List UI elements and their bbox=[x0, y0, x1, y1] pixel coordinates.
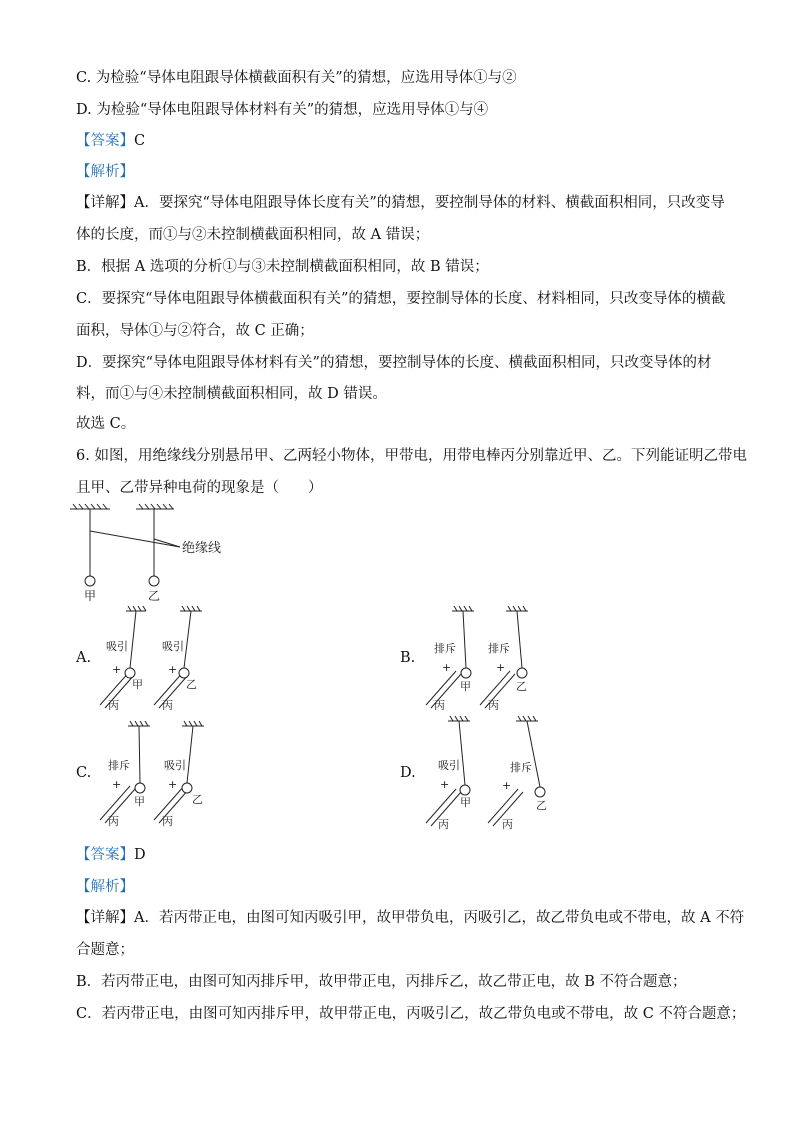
ball-jia bbox=[135, 783, 145, 793]
plus-sign: + bbox=[112, 778, 122, 791]
attract-label: 吸引 bbox=[438, 759, 460, 772]
option-d-figure bbox=[418, 715, 568, 835]
jia-label: 甲 bbox=[132, 678, 143, 691]
yi-label: 乙 bbox=[186, 678, 197, 691]
detail-1-line-4: C．要探究“导体电阻跟导体横截面积有关”的猜想，要控制导体的长度、材料相同，只改变导体的横截 bbox=[76, 291, 726, 307]
plus-sign: + bbox=[168, 778, 178, 791]
ball-yi bbox=[517, 668, 527, 678]
answer-tag: 【答案】 bbox=[76, 847, 134, 863]
detail-tag: 【详解】 bbox=[76, 910, 134, 926]
detail-2-line-4: C．若丙带正电，由图可知丙排斥甲，故甲带正电，丙吸引乙，故乙带负电或不带电，故 C 不符合题意； bbox=[76, 1006, 746, 1022]
question-6-line-1: 6. 如图，用绝缘线分别悬吊甲、乙两轻小物体，甲带电，用带电棒丙分别靠近甲、乙。下列能证明乙带电 bbox=[76, 448, 747, 464]
repel-label-2: 排斥 bbox=[488, 642, 510, 655]
ball-jia bbox=[85, 576, 95, 586]
plus-sign: + bbox=[496, 661, 506, 674]
yi-label: 乙 bbox=[536, 799, 547, 812]
ball-jia bbox=[125, 668, 135, 678]
yi-label: 乙 bbox=[148, 589, 161, 603]
detail-text: A．若丙带正电，由图可知丙吸引甲，故甲带负电，丙吸引乙，故乙带负电或不带电，故 A 不符 bbox=[134, 910, 745, 926]
attract-label-1: 吸引 bbox=[106, 640, 128, 653]
detail-1-line-2: 体的长度，而①与②未控制横截面积相同，故 A 错误； bbox=[76, 227, 430, 243]
answer-tag: 【答案】 bbox=[76, 133, 134, 149]
jia-label: 甲 bbox=[134, 795, 145, 808]
detail-2-line-3: B．若丙带正电，由图可知丙排斥甲，故甲带正电，丙排斥乙，故乙带正电，故 B 不符合题意； bbox=[76, 974, 687, 990]
ball-yi bbox=[149, 576, 159, 586]
plus-sign: + bbox=[502, 779, 512, 792]
detail-1-line-3: B．根据 A 选项的分析①与③未控制横截面积相同，故 B 错误； bbox=[76, 259, 489, 275]
plus-sign: + bbox=[440, 778, 450, 791]
detail-1-line-5: 面积，导体①与②符合，故 C 正确； bbox=[76, 323, 314, 339]
question-6-line-2: 且甲、乙带异种电荷的现象是（ ） bbox=[76, 480, 323, 496]
plus-sign: + bbox=[168, 663, 178, 676]
option-d-text: D. 为检验“导体电阻跟导体材料有关”的猜想，应选用导体①与④ bbox=[76, 102, 489, 118]
ceiling-hatch-left bbox=[73, 504, 107, 509]
ball-yi bbox=[535, 787, 545, 797]
detail-2-line-1 bbox=[76, 908, 744, 928]
bing-label: 丙 bbox=[434, 699, 445, 710]
answer-2 bbox=[76, 845, 146, 865]
bing-label: 丙 bbox=[162, 815, 173, 828]
detail-1-line-1 bbox=[76, 193, 725, 213]
bing-label: 丙 bbox=[162, 699, 173, 710]
answer-value: D bbox=[134, 847, 146, 863]
repel-label: 排斥 bbox=[108, 759, 130, 772]
ball-yi bbox=[182, 783, 192, 793]
option-c-label: C. bbox=[76, 765, 92, 781]
option-c-figure bbox=[92, 720, 242, 830]
detail-1-line-6: D．要探究“导体电阻跟导体材料有关”的猜想，要控制导体的长度、横截面积相同，只改变导体的材 bbox=[76, 355, 712, 371]
ball-jia bbox=[460, 785, 470, 795]
detail-text: A．要探究“导体电阻跟导体长度有关”的猜想，要控制导体的材料、横截面积相同，只改变导 bbox=[134, 195, 725, 211]
jia-label: 甲 bbox=[460, 796, 471, 809]
option-b-figure bbox=[418, 605, 568, 710]
analysis-tag-1: 【解析】 bbox=[76, 164, 134, 180]
bing-label: 丙 bbox=[502, 818, 513, 831]
option-b-label: B. bbox=[400, 650, 416, 666]
option-a-figure bbox=[92, 605, 242, 710]
detail-tag: 【详解】 bbox=[76, 195, 134, 211]
jia-label: 甲 bbox=[84, 589, 97, 603]
insulator-label: 绝缘线 bbox=[182, 541, 222, 556]
ball-jia bbox=[461, 668, 471, 678]
detail-1-line-8: 故选 C。 bbox=[76, 416, 136, 432]
analysis-tag-2: 【解析】 bbox=[76, 879, 134, 895]
ceiling-hatch-right bbox=[139, 504, 173, 509]
attract-label: 吸引 bbox=[164, 759, 186, 772]
jia-label: 甲 bbox=[460, 680, 471, 693]
bing-label: 丙 bbox=[108, 699, 119, 710]
repel-label: 排斥 bbox=[510, 761, 532, 774]
bing-label: 丙 bbox=[438, 818, 449, 831]
attract-label-2: 吸引 bbox=[162, 640, 184, 653]
plus-sign: + bbox=[442, 661, 452, 674]
answer-1 bbox=[76, 131, 145, 151]
detail-2-line-2: 合题意； bbox=[76, 942, 134, 958]
repel-label-1: 排斥 bbox=[434, 642, 456, 655]
detail-1-line-7: 料，而①与④未控制横截面积相同，故 D 错误。 bbox=[76, 386, 387, 402]
answer-value: C bbox=[134, 133, 146, 149]
ball-yi bbox=[179, 668, 189, 678]
yi-label: 乙 bbox=[192, 793, 203, 806]
option-a-label: A. bbox=[76, 650, 92, 666]
bing-label: 丙 bbox=[488, 699, 499, 710]
option-c-text: C. 为检验“导体电阻跟导体横截面积有关”的猜想，应选用导体①与② bbox=[76, 70, 517, 86]
bing-label: 丙 bbox=[108, 815, 119, 828]
yi-label: 乙 bbox=[516, 680, 527, 693]
option-d-label: D. bbox=[400, 765, 416, 781]
plus-sign: + bbox=[112, 663, 122, 676]
main-figure bbox=[70, 503, 260, 603]
